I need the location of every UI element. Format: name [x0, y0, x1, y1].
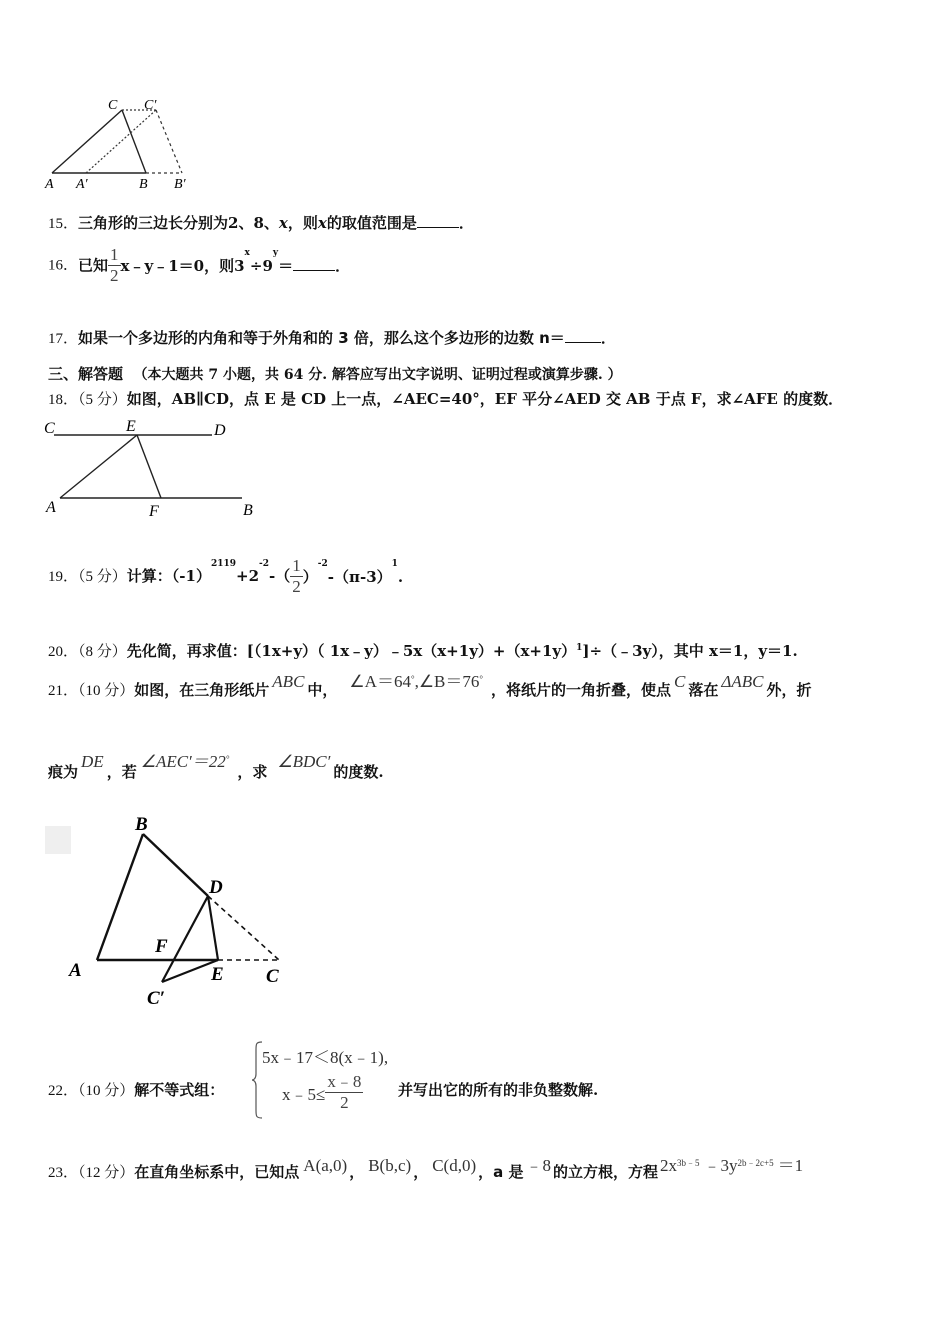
figure-parallel-lines: [40, 415, 270, 525]
label-b: B: [135, 814, 148, 835]
fraction-x-minus-8-over-2: $\frac{x﹣8}{2}$: [327, 1072, 362, 1112]
question-number: 17．: [48, 331, 79, 347]
seg-apcp: [86, 110, 156, 173]
label-d: D: [209, 877, 223, 898]
label-c: C: [108, 98, 118, 113]
label-a: A: [46, 499, 56, 516]
seg-dc: [208, 896, 279, 960]
question-18: 18．（5 分）如图，AB∥CD，点 E 是 CD 上一点，∠AEC=40°，EF 平分∠AED 交 AB 于点 F，求∠AFE 的度数．: [48, 390, 844, 408]
label-c: C: [44, 420, 55, 437]
fraction-half: $\frac{1}{2}$: [110, 245, 119, 285]
label-a: A: [69, 960, 82, 981]
seg-ef: [137, 435, 161, 498]
seg-ab: [97, 834, 143, 960]
seg-dcp: [162, 896, 208, 982]
label-b: B: [139, 177, 148, 192]
question-23: 23．（12 分）在直角坐标系中，已知点 A(a,0) ， B(b,c) ， C(d,0) ，a 是 ﹣8 的立方根，方程 $2x^{3b﹣5}$ $﹣3y^{2b﹣2c+5} =1$: [48, 1156, 804, 1181]
inequality-2: x﹣5≤ $\frac{x﹣8}{2}$: [282, 1072, 362, 1112]
question-17: 17．如果一个多边形的内角和等于外角和的 3 倍，那么这个多边形的边数 n＝ ．: [48, 329, 616, 347]
label-e: E: [126, 418, 136, 435]
figure-folded-triangle: [45, 808, 305, 1018]
seg-ac: [52, 110, 122, 173]
label-d: D: [214, 422, 226, 439]
question-number: 15．: [48, 216, 79, 232]
seg-ae: [60, 435, 137, 498]
question-22-tail: 并写出它的所有的非负整数解.: [398, 1081, 599, 1099]
question-number: 16．: [48, 257, 79, 274]
label-b: B: [243, 502, 253, 519]
label-a: A: [45, 177, 54, 192]
label-f: F: [155, 936, 168, 957]
question-22: 22．（10 分）解不等式组：: [48, 1081, 225, 1099]
answer-blank[interactable]: [293, 258, 335, 271]
section-title: 三、解答题 （本大题共 7 小题，共 64 分. 解答应写出文字说明、证明过程或演算步骤. ）: [48, 365, 622, 383]
question-15: 15．三角形的三边长分别为2、8、x，则x的取值范围是 ．: [48, 214, 474, 232]
label-bp: B′: [174, 177, 186, 192]
question-19: 19．（5 分）计算：$(-1)^{2119}+2^{-2}-$（ $\frac{1}{2}$ ）$^{-2}-(\pi-3)^1$.: [48, 556, 404, 596]
label-ap: A′: [76, 177, 88, 192]
question-number: 23．: [48, 1165, 79, 1181]
seg-bd: [143, 834, 208, 896]
label-cp: C′: [147, 988, 166, 1009]
question-number: 19．: [48, 569, 79, 585]
label-f: F: [149, 503, 159, 520]
question-number: 21．: [48, 683, 79, 699]
answer-blank[interactable]: [565, 330, 601, 343]
question-21: 21．（10 分）如图，在三角形纸片 ABC 中， ∠A＝64°,∠B＝76°，将纸片的一角折叠，使点 C 落在 ΔABC 外，折: [48, 672, 812, 699]
answer-blank[interactable]: [417, 215, 459, 228]
seg-cb: [122, 110, 146, 173]
label-c: C: [266, 966, 279, 987]
seg-cpbp: [156, 110, 182, 173]
question-number: 22．: [48, 1083, 79, 1099]
question-20: 20．（8 分）先化简，再求值：[（1x+y）（ $1x﹣y)﹣5x(x+1y)+(x+1y)^1]\div(﹣3y)$，其中 x＝1，y＝1.: [48, 642, 798, 660]
label-e: E: [211, 964, 224, 985]
question-number: 18．: [48, 392, 79, 408]
question-number: 20．: [48, 644, 79, 660]
inequality-1: 5x﹣17＜8(x﹣1),: [262, 1048, 389, 1067]
figure-translation: [40, 95, 200, 195]
fraction-half: $\frac{1}{2}$: [292, 556, 301, 596]
question-21-line2: 痕为DE，若∠AEC′＝22°，求∠BDC′的度数.: [48, 752, 384, 781]
seg-ecp: [162, 960, 218, 982]
question-16: 16．已知 $\frac{1}{2}$ x﹣y﹣1＝0，则$3^x\div 9^y=$ ．: [48, 245, 351, 285]
scan-smudge: [45, 826, 71, 854]
seg-de: [208, 896, 218, 960]
label-cp: C′: [144, 98, 157, 113]
